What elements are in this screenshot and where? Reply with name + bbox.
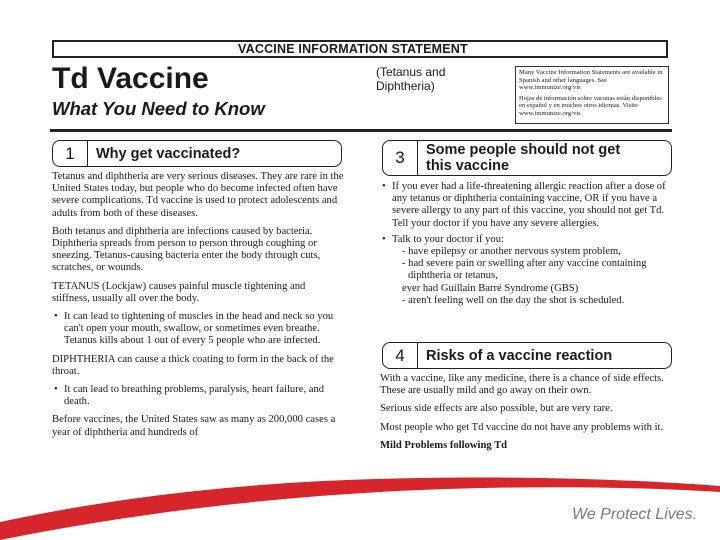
s4-para-4: Mild Problems following Td (380, 439, 508, 451)
section-3-title (418, 142, 620, 174)
section-1-number: 1 (53, 141, 88, 166)
section-3-body (380, 181, 672, 313)
section-1-body (52, 171, 344, 445)
section-3-header (382, 140, 672, 176)
s3-sub-4: - aren't feeling well on the day the shot is scheduled. (402, 294, 625, 306)
vaccine-aside (376, 65, 445, 93)
s3-bullet-2 (392, 234, 672, 307)
section-4-number: 4 (383, 343, 418, 368)
vis-document (50, 40, 672, 474)
s4-para-3: Most people who get Td vaccine do not have any problems with it. (380, 421, 664, 433)
section-4-body (380, 373, 672, 458)
s1-para-1: Tetanus and diphtheria are very serious diseases. They are rare in the United States today, but people who do become infected often have severe complications. Td vaccine is used to protect adolescents and adults from both of these diseases. (52, 171, 344, 219)
tagline: We Protect Lives. (572, 506, 698, 523)
s4-para-1: With a vaccine, like any medicine, there is a chance of side effects. These are usually mild and go away on their own. (380, 373, 664, 397)
document-subtitle: What You Need to Know (52, 98, 265, 119)
s3-bullet-1: • If you ever had a life-threatening allergic reaction after a dose of any tetanus or diphtheria containing vaccine, OR if you have a severe allergy to any part of this vaccine, you should not get Td. Tell your doctor if you have any severe allergies. (392, 181, 672, 230)
s3-list (380, 181, 672, 307)
section-3-number: 3 (383, 141, 418, 175)
section-1-title: Why get vaccinated? (96, 145, 241, 162)
s1-para-3: TETANUS (Lockjaw) causes painful muscle tightening and stiffness, usually all over the body. (52, 280, 306, 304)
info-english: Many Vaccine Information Statements are available in Spanish and other languages. See www.immunize.org/vis (519, 69, 663, 92)
section-4-header (382, 342, 672, 369)
s3-sub-3: ever had Guillain Barré Syndrome (GBS) (402, 282, 579, 294)
s3-bullet-2-text: Talk to your doctor if you: (392, 233, 504, 245)
header-divider (50, 129, 672, 132)
section-1-header (52, 140, 342, 167)
section-3-title-line-2: this vaccine (426, 158, 510, 174)
section-4-title: Risks of a vaccine reaction (426, 347, 613, 364)
s1-list-2 (52, 384, 344, 408)
aside-line-2: Diphtheria) (376, 79, 435, 93)
language-info-box (515, 66, 669, 124)
s3-sub-2: - had severe pain or swelling after any vaccine containing diphtheria or tetanus, (402, 258, 647, 282)
s3-sub-1: - have epilepsy or another nervous system problem, (402, 246, 621, 258)
info-spanish: Hojas de información sobre vacunas están disponibles en español y en muchos otros idiomas. Visite www.immunize.org/vis (519, 94, 662, 117)
vis-header-bar: VACCINE INFORMATION STATEMENT (52, 40, 668, 58)
s1-para-2: Both tetanus and diphtheria are infections caused by bacteria. Diphtheria spreads from person to person through coughing or sneezing. Tetanus-causing bacteria enter the body through cuts, scratches, or wounds. (52, 225, 321, 274)
s1-bullet-2: • It can lead to breathing problems, paralysis, heart failure, and death. (64, 384, 344, 408)
document-title: Td Vaccine (52, 62, 209, 95)
s1-list-1 (52, 311, 344, 348)
aside-line-1: (Tetanus and (376, 65, 446, 79)
s3-sublist (392, 246, 672, 307)
s1-para-5: Before vaccines, the United States saw as many as 200,000 cases a year of diphtheria and hundreds of (52, 414, 336, 438)
s1-para-4: DIPHTHERIA can cause a thick coating to form in the back of the throat. (52, 353, 334, 377)
section-3-title-line-1: Some people should not get (426, 142, 621, 158)
s4-para-2: Serious side effects are also possible, but are very rare. (380, 403, 613, 415)
s1-bullet-1: • It can lead to tightening of muscles in the head and neck so you can't open your mouth, swallow, or sometimes even breathe. Tetanus kills about 1 out of every 5 people who are infected. (64, 311, 344, 348)
